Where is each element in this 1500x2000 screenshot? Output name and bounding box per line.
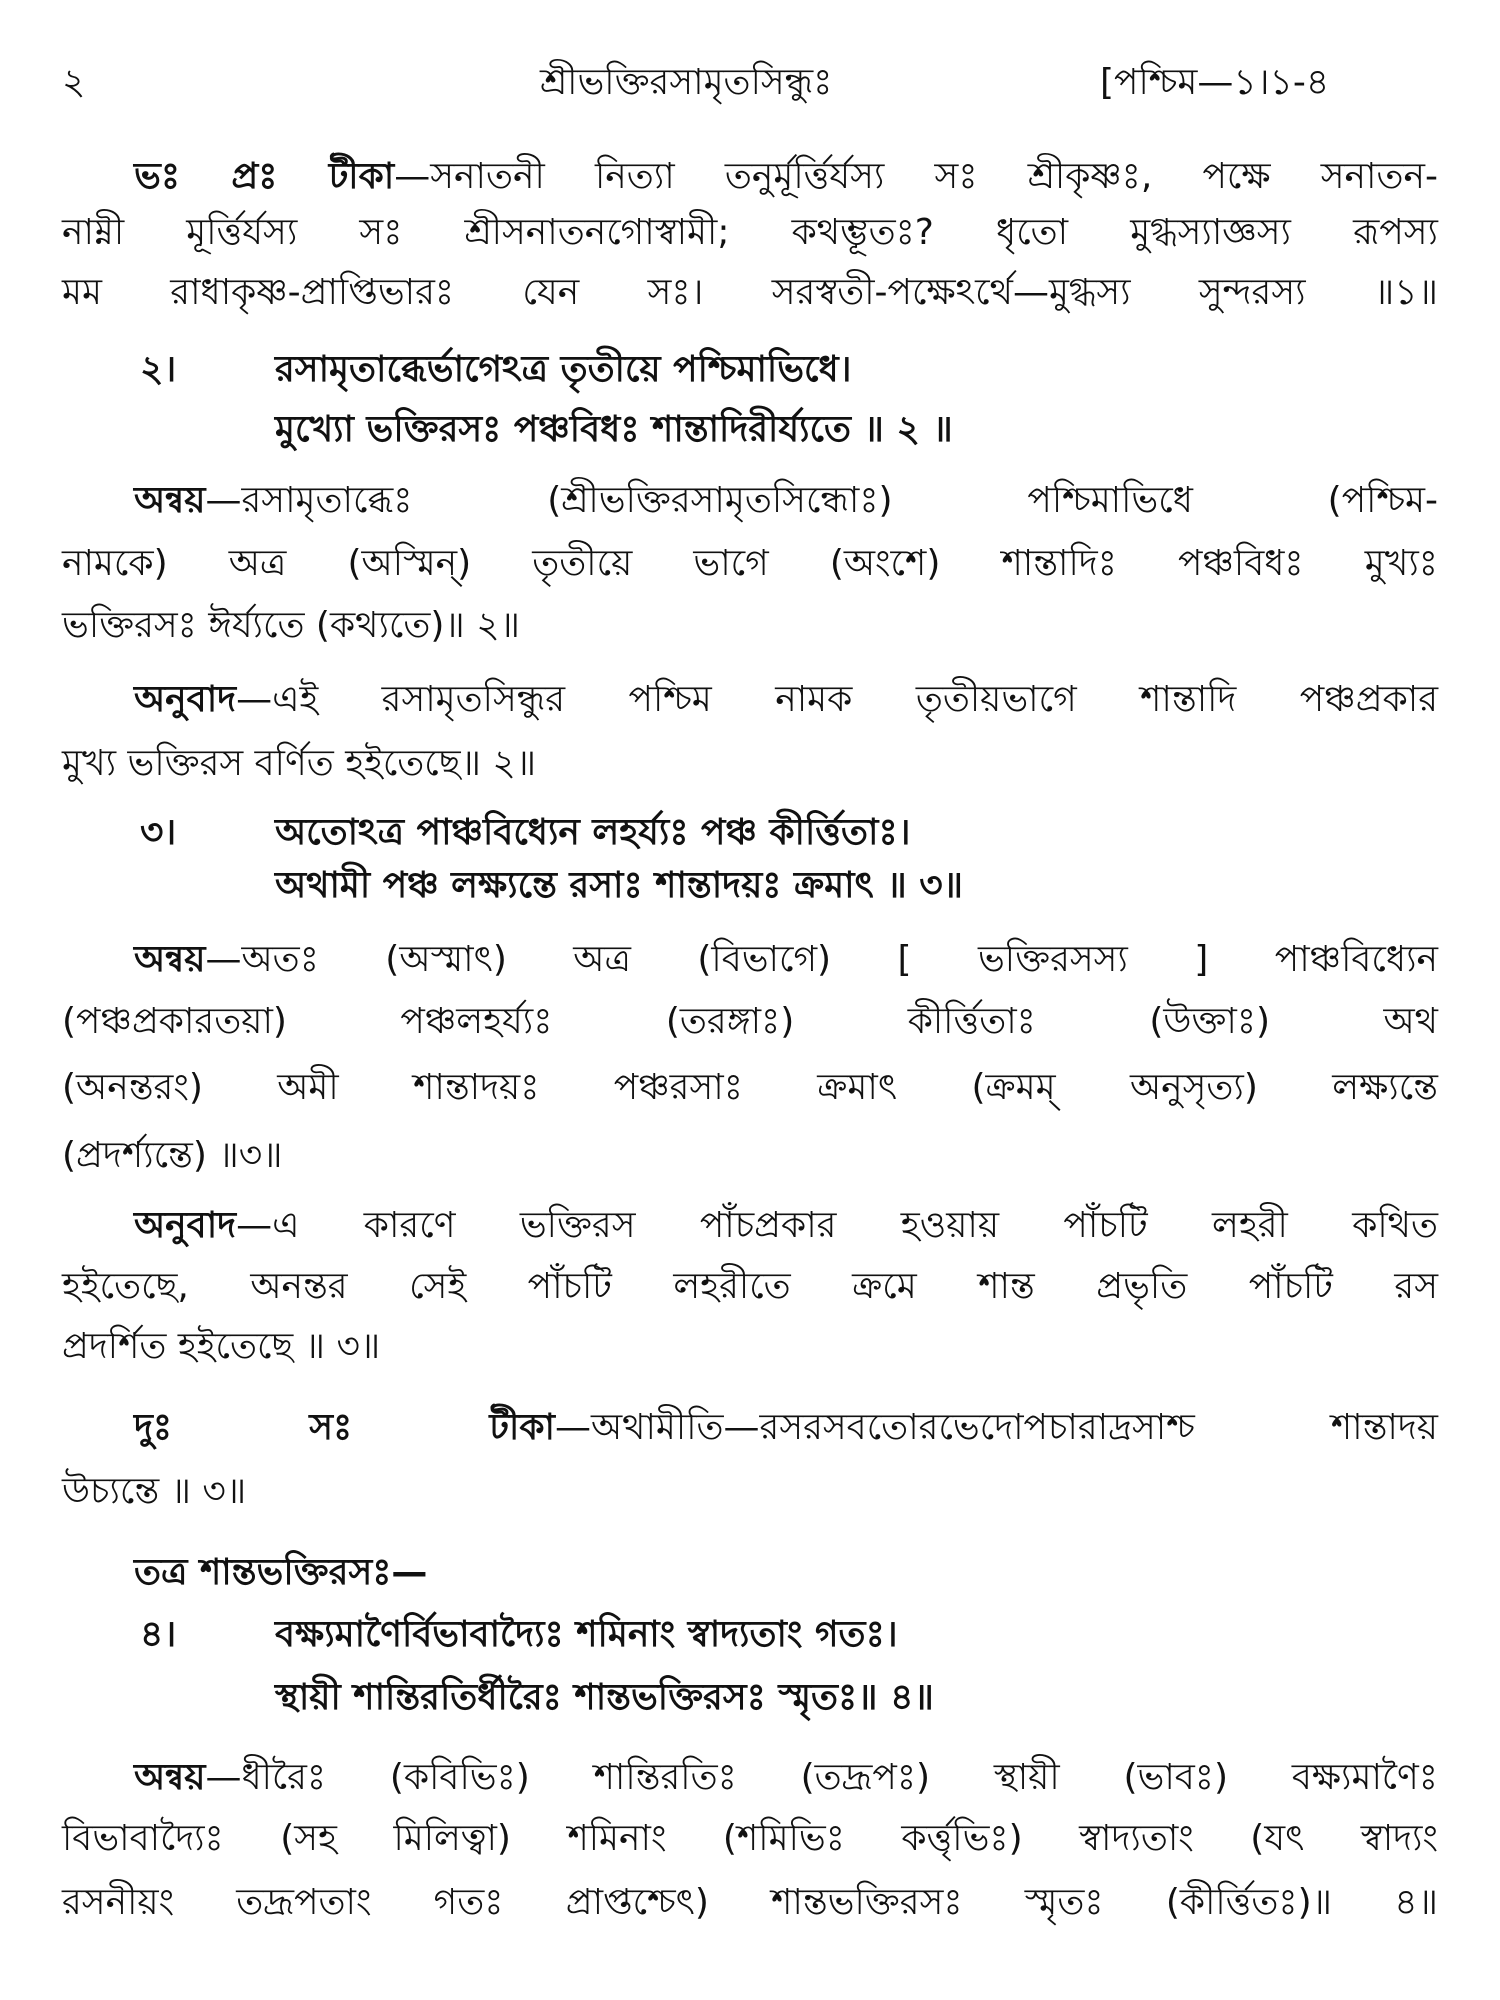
text-line: রসনীয়ং তদ্রূপতাং গতঃ প্রাপ্তশ্চেৎ) শান্তভক্তিরসঃ স্মৃতঃ (কীর্ত্তিতঃ)॥ ৪॥ bbox=[62, 1882, 1438, 1923]
paragraph-label: অনুবাদ bbox=[134, 1205, 237, 1246]
text-line bbox=[134, 1201, 1438, 1251]
verse-number: ২। bbox=[140, 349, 177, 390]
text-line: প্রদর্শিত হইতেছে ॥ ৩॥ bbox=[62, 1326, 381, 1367]
paragraph-label: অন্বয় bbox=[134, 1757, 206, 1798]
text-line bbox=[134, 152, 1438, 202]
section-reference: [পশ্চিম—১।১-৪ bbox=[1100, 62, 1330, 103]
text-line bbox=[134, 675, 1438, 725]
verse-number: ৩। bbox=[140, 812, 177, 853]
text-line: (পঞ্চপ্রকারতয়া) পঞ্চলহর্য্যঃ (তরঙ্গাঃ) কীর্ত্তিতাঃ (উক্তাঃ) অথ bbox=[62, 1001, 1438, 1042]
text-line: হইতেছে, অনন্তর সেই পাঁচটি লহরীতে ক্রমে শান্ত প্রভৃতি পাঁচটি রস bbox=[62, 1266, 1438, 1307]
text-line: (প্রদর্শ্যন্তে) ॥৩॥ bbox=[62, 1135, 283, 1176]
paragraph-label: দুঃ সঃ টীকা bbox=[134, 1407, 555, 1448]
text-line: বিভাবাদ্যৈঃ (সহ মিলিত্বা) শমিনাং (শমিভিঃ কর্ত্তৃভিঃ) স্বাদ্যতাং (যৎ স্বাদ্যং bbox=[62, 1818, 1438, 1859]
text-line: (অনন্তরং) অমী শান্তাদয়ঃ পঞ্চরসাঃ ক্রমাৎ (ক্রমম্ অনুসৃত্য) লক্ষ্যন্তে bbox=[62, 1067, 1438, 1108]
text: —সনাতনী নিত্যা তনুর্মূর্ত্তির্যস্য সঃ শ্রীকৃষ্ণঃ, পক্ষে সনাতন- bbox=[394, 156, 1438, 197]
paragraph-label: ভঃ প্রঃ টীকা bbox=[134, 156, 395, 197]
text: —এই রসামৃতসিন্ধুর পশ্চিম নামক তৃতীয়ভাগে শান্তাদি পঞ্চপ্রকার bbox=[236, 679, 1438, 720]
text-line: মুখ্য ভক্তিরস বর্ণিত হইতেছে॥ ২॥ bbox=[62, 743, 537, 784]
verse-line: স্থায়ী শান্তিরতির্ধীরৈঃ শান্তভক্তিরসঃ স্মৃতঃ॥ ৪॥ bbox=[275, 1677, 934, 1718]
text: —অথামীতি—রসরসবতোরভেদোপচারাদ্রসাশ্চ শান্তাদয় bbox=[554, 1407, 1438, 1448]
verse-line: অতোঽত্র পাঞ্চবিধ্যেন লহর্য্যঃ পঞ্চ কীর্ত্তিতাঃ। bbox=[275, 812, 911, 853]
text-line: ভক্তিরসঃ ঈর্য্যতে (কথ্যতে)॥ ২॥ bbox=[62, 605, 520, 646]
page-number: ২ bbox=[62, 62, 86, 103]
paragraph-label: অন্বয় bbox=[134, 939, 206, 980]
text-line: নামকে) অত্র (অস্মিন্) তৃতীয়ে ভাগে (অংশে) শান্তাদিঃ পঞ্চবিধঃ মুখ্যঃ bbox=[62, 543, 1438, 584]
text-line bbox=[134, 1753, 1438, 1803]
text: —ধীরৈঃ (কবিভিঃ) শান্তিরতিঃ (তদ্রূপঃ) স্থায়ী (ভাবঃ) বক্ষ্যমাণৈঃ bbox=[205, 1757, 1438, 1798]
paragraph-label: অনুবাদ bbox=[134, 679, 237, 720]
text-line bbox=[134, 935, 1438, 985]
text-line: উচ্যন্তে ॥ ৩॥ bbox=[62, 1471, 247, 1512]
verse-number: ৪। bbox=[140, 1614, 177, 1655]
text: —রসামৃতাব্ধেঃ (শ্রীভক্তিরসামৃতসিন্ধোঃ) পশ্চিমাভিধে (পশ্চিম- bbox=[205, 480, 1438, 521]
verse-line: অথামী পঞ্চ লক্ষ্যন্তে রসাঃ শান্তাদয়ঃ ক্রমাৎ ॥ ৩॥ bbox=[275, 865, 963, 906]
text-line: নাম্নী মূর্ত্তির্যস্য সঃ শ্রীসনাতনগোস্বামী; কথম্ভূতঃ? ধৃতো মুগ্ধস্যাজ্ঞস্য রূপস্য bbox=[62, 212, 1438, 253]
verse-line: রসামৃতাব্ধের্ভাগেঽত্র তৃতীয়ে পশ্চিমাভিধে। bbox=[275, 349, 852, 390]
verse-line: মুখ্যো ভক্তিরসঃ পঞ্চবিধঃ শান্তাদিরীর্য্যতে ॥ ২ ॥ bbox=[275, 409, 953, 450]
verse-line: বক্ষ্যমাণৈর্বিভাবাদ্যৈঃ শমিনাং স্বাদ্যতাং গতঃ। bbox=[275, 1614, 898, 1655]
text-line: মম রাধাকৃষ্ণ-প্রাপ্তিভারঃ যেন সঃ। সরস্বতী-পক্ষেঽর্থে—মুগ্ধস্য সুন্দরস্য ॥১॥ bbox=[62, 272, 1438, 313]
text-line bbox=[134, 1403, 1438, 1453]
text: —এ কারণে ভক্তিরস পাঁচপ্রকার হওয়ায় পাঁচটি লহরী কথিত bbox=[236, 1205, 1438, 1246]
text-line bbox=[134, 476, 1438, 526]
subheading: তত্র শান্তভক্তিরসঃ— bbox=[134, 1552, 428, 1593]
paragraph-label: অন্বয় bbox=[134, 480, 206, 521]
book-title: শ্রীভক্তিরসামৃতসিন্ধুঃ bbox=[540, 62, 833, 103]
text: —অতঃ (অস্মাৎ) অত্র (বিভাগে) [ ভক্তিরসস্য ] পাঞ্চবিধ্যেন bbox=[205, 939, 1438, 980]
